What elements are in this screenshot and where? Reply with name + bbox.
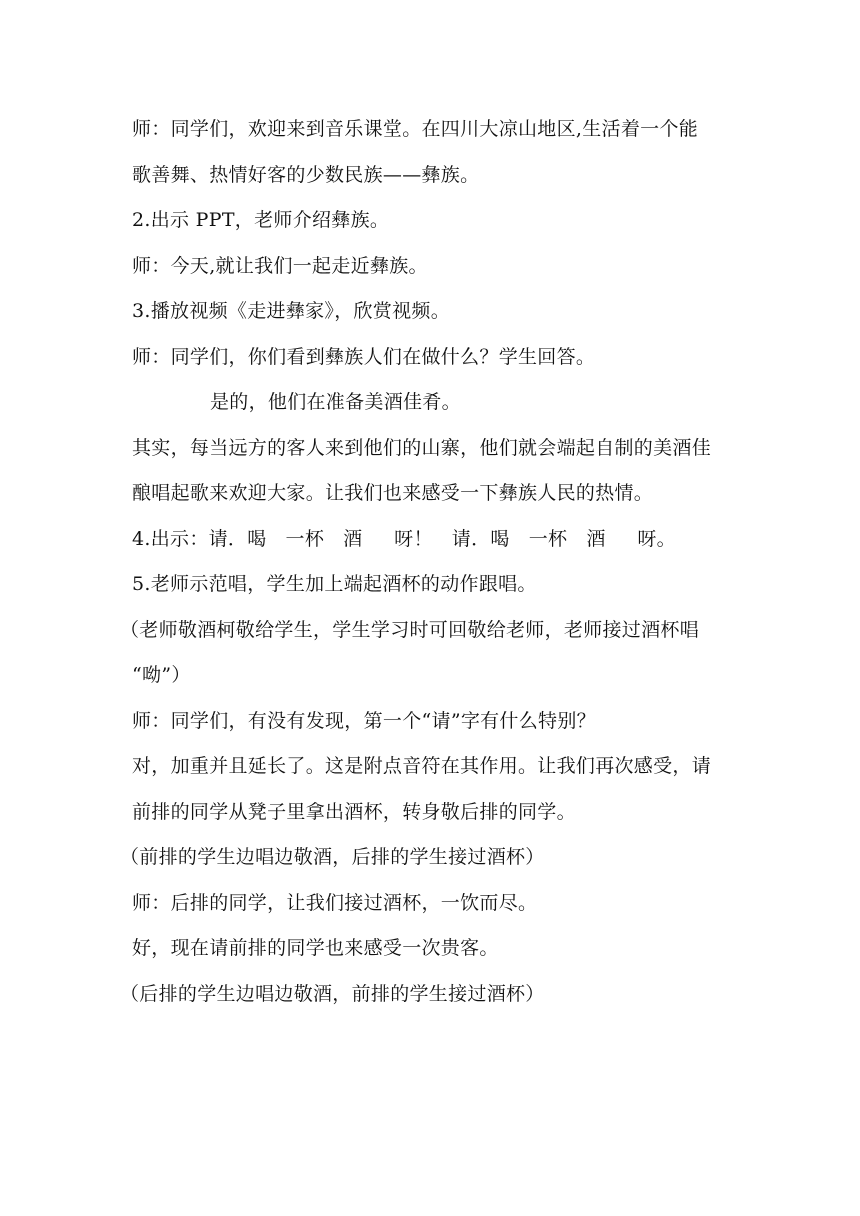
text-line-16: 前排的同学从凳子里拿出酒杯，转身敬后排的同学。 bbox=[132, 801, 576, 823]
text-line-10: 4.出示：请．喝 一杯 酒 呀！ 请．喝 一杯 酒 呀。 bbox=[132, 528, 676, 550]
text-line-5: 3.播放视频《走进彝家》，欣赏视频。 bbox=[132, 300, 451, 322]
text-line-3: 2.出示 PPT，老师介绍彝族。 bbox=[132, 209, 390, 231]
text-line-11: 5.老师示范唱，学生加上端起酒杯的动作跟唱。 bbox=[132, 573, 537, 595]
text-line-1: 师：同学们，欢迎来到音乐课堂。在四川大凉山地区,生活着一个能 bbox=[132, 118, 699, 140]
text-line-6: 师：同学们，你们看到彝族人们在做什么？学生回答。 bbox=[132, 346, 596, 368]
text-line-7: 是的，他们在准备美酒佳肴。 bbox=[210, 391, 461, 413]
text-line-2: 歌善舞、热情好客的少数民族——彝族。 bbox=[132, 164, 480, 186]
text-line-17: （前排的学生边唱边敬酒，后排的学生接过酒杯） bbox=[120, 846, 545, 868]
text-line-4: 师：今天,就让我们一起走近彝族。 bbox=[132, 255, 428, 277]
text-line-9: 酿唱起歌来欢迎大家。让我们也来感受一下彝族人民的热情。 bbox=[132, 482, 654, 504]
text-line-18: 师：后排的同学，让我们接过酒杯，一饮而尽。 bbox=[132, 892, 538, 914]
text-line-19: 好，现在请前排的同学也来感受一次贵客。 bbox=[132, 937, 499, 959]
text-line-14: 师：同学们，有没有发现，第一个“请”字有什么特别？ bbox=[132, 710, 596, 732]
text-line-13: “呦”） bbox=[132, 664, 191, 686]
text-line-8: 其实，每当远方的客人来到他们的山寨，他们就会端起自制的美酒佳 bbox=[132, 437, 712, 459]
text-line-15: 对，加重并且延长了。这是附点音符在其作用。让我们再次感受，请 bbox=[132, 755, 712, 777]
text-line-12: （老师敬酒柯敬给学生，学生学习时可回敬给老师，老师接过酒杯唱 bbox=[120, 619, 700, 641]
text-line-20: （后排的学生边唱边敬酒，前排的学生接过酒杯） bbox=[120, 983, 545, 1005]
